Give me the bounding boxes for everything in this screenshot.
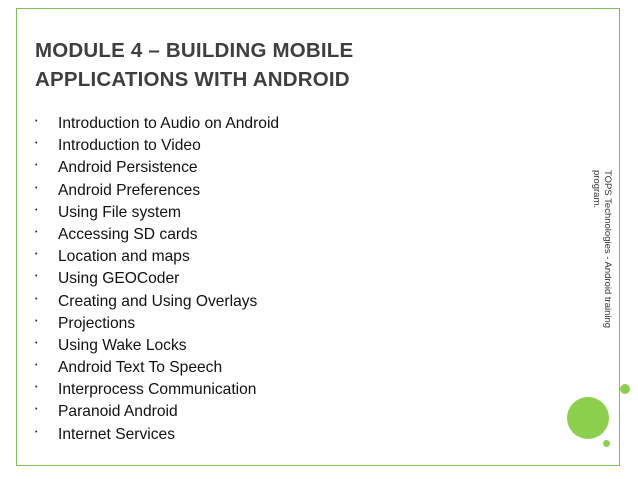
decorative-circle-tiny xyxy=(603,440,610,447)
list-item-label: Location and maps xyxy=(58,248,190,266)
bullet-icon: • xyxy=(35,184,38,192)
list-item-label: Using GEOCoder xyxy=(58,270,180,288)
list-item-label: Android Preferences xyxy=(58,181,201,199)
side-note-line-1: TOPS Technologies - Android training xyxy=(602,170,613,329)
list-item xyxy=(34,157,279,179)
bullet-icon: • xyxy=(35,228,38,236)
list-item xyxy=(34,291,279,313)
title-line-1: MODULE 4 – BUILDING MOBILE xyxy=(35,39,354,62)
list-item xyxy=(34,401,279,423)
list-item-label: Android Persistence xyxy=(58,159,198,177)
list-item-label: Creating and Using Overlays xyxy=(58,292,258,310)
bullet-icon: • xyxy=(35,362,38,370)
list-item xyxy=(34,424,279,446)
list-item-label: Using Wake Locks xyxy=(58,336,187,354)
bullet-icon: • xyxy=(35,251,38,259)
bullet-icon: • xyxy=(35,295,38,303)
bullet-icon: • xyxy=(35,406,38,414)
list-item-label: Introduction to Audio on Android xyxy=(58,115,280,132)
bullet-icon: • xyxy=(35,140,38,148)
bullet-icon: • xyxy=(35,273,38,281)
list-item xyxy=(34,135,279,157)
list-item-label: Internet Services xyxy=(58,425,176,443)
list-item xyxy=(34,313,279,335)
list-item-label: Interprocess Communication xyxy=(58,381,257,399)
bullet-icon: • xyxy=(35,162,38,170)
bullet-icon: • xyxy=(35,317,38,325)
bullet-icon: • xyxy=(35,384,38,392)
bullet-list xyxy=(34,113,279,446)
list-item xyxy=(34,379,279,401)
list-item-label: Using File system xyxy=(58,203,182,221)
side-footer-note xyxy=(583,170,623,350)
list-item xyxy=(34,246,279,268)
list-item-label: Android Text To Speech xyxy=(58,359,223,377)
list-item xyxy=(34,113,279,135)
list-item-label: Paranoid Android xyxy=(58,403,178,421)
decorative-circle-small xyxy=(620,384,630,394)
bullet-icon: • xyxy=(35,428,38,436)
title-line-2: APPLICATIONS WITH ANDROID xyxy=(35,68,350,91)
side-note-line-2: program. xyxy=(591,170,602,209)
list-item-label: Projections xyxy=(58,314,136,332)
bullet-icon: • xyxy=(35,206,38,214)
list-item-label: Accessing SD cards xyxy=(58,225,198,243)
bullet-icon: • xyxy=(35,118,38,125)
list-item xyxy=(34,335,279,357)
list-item-label: Introduction to Video xyxy=(58,137,201,155)
decorative-circle-large xyxy=(567,397,609,439)
list-item xyxy=(34,224,279,246)
list-item xyxy=(34,202,279,224)
list-item xyxy=(34,357,279,379)
list-item xyxy=(34,268,279,290)
list-item xyxy=(34,180,279,202)
bullet-icon: • xyxy=(35,339,38,347)
slide-title xyxy=(35,36,505,94)
